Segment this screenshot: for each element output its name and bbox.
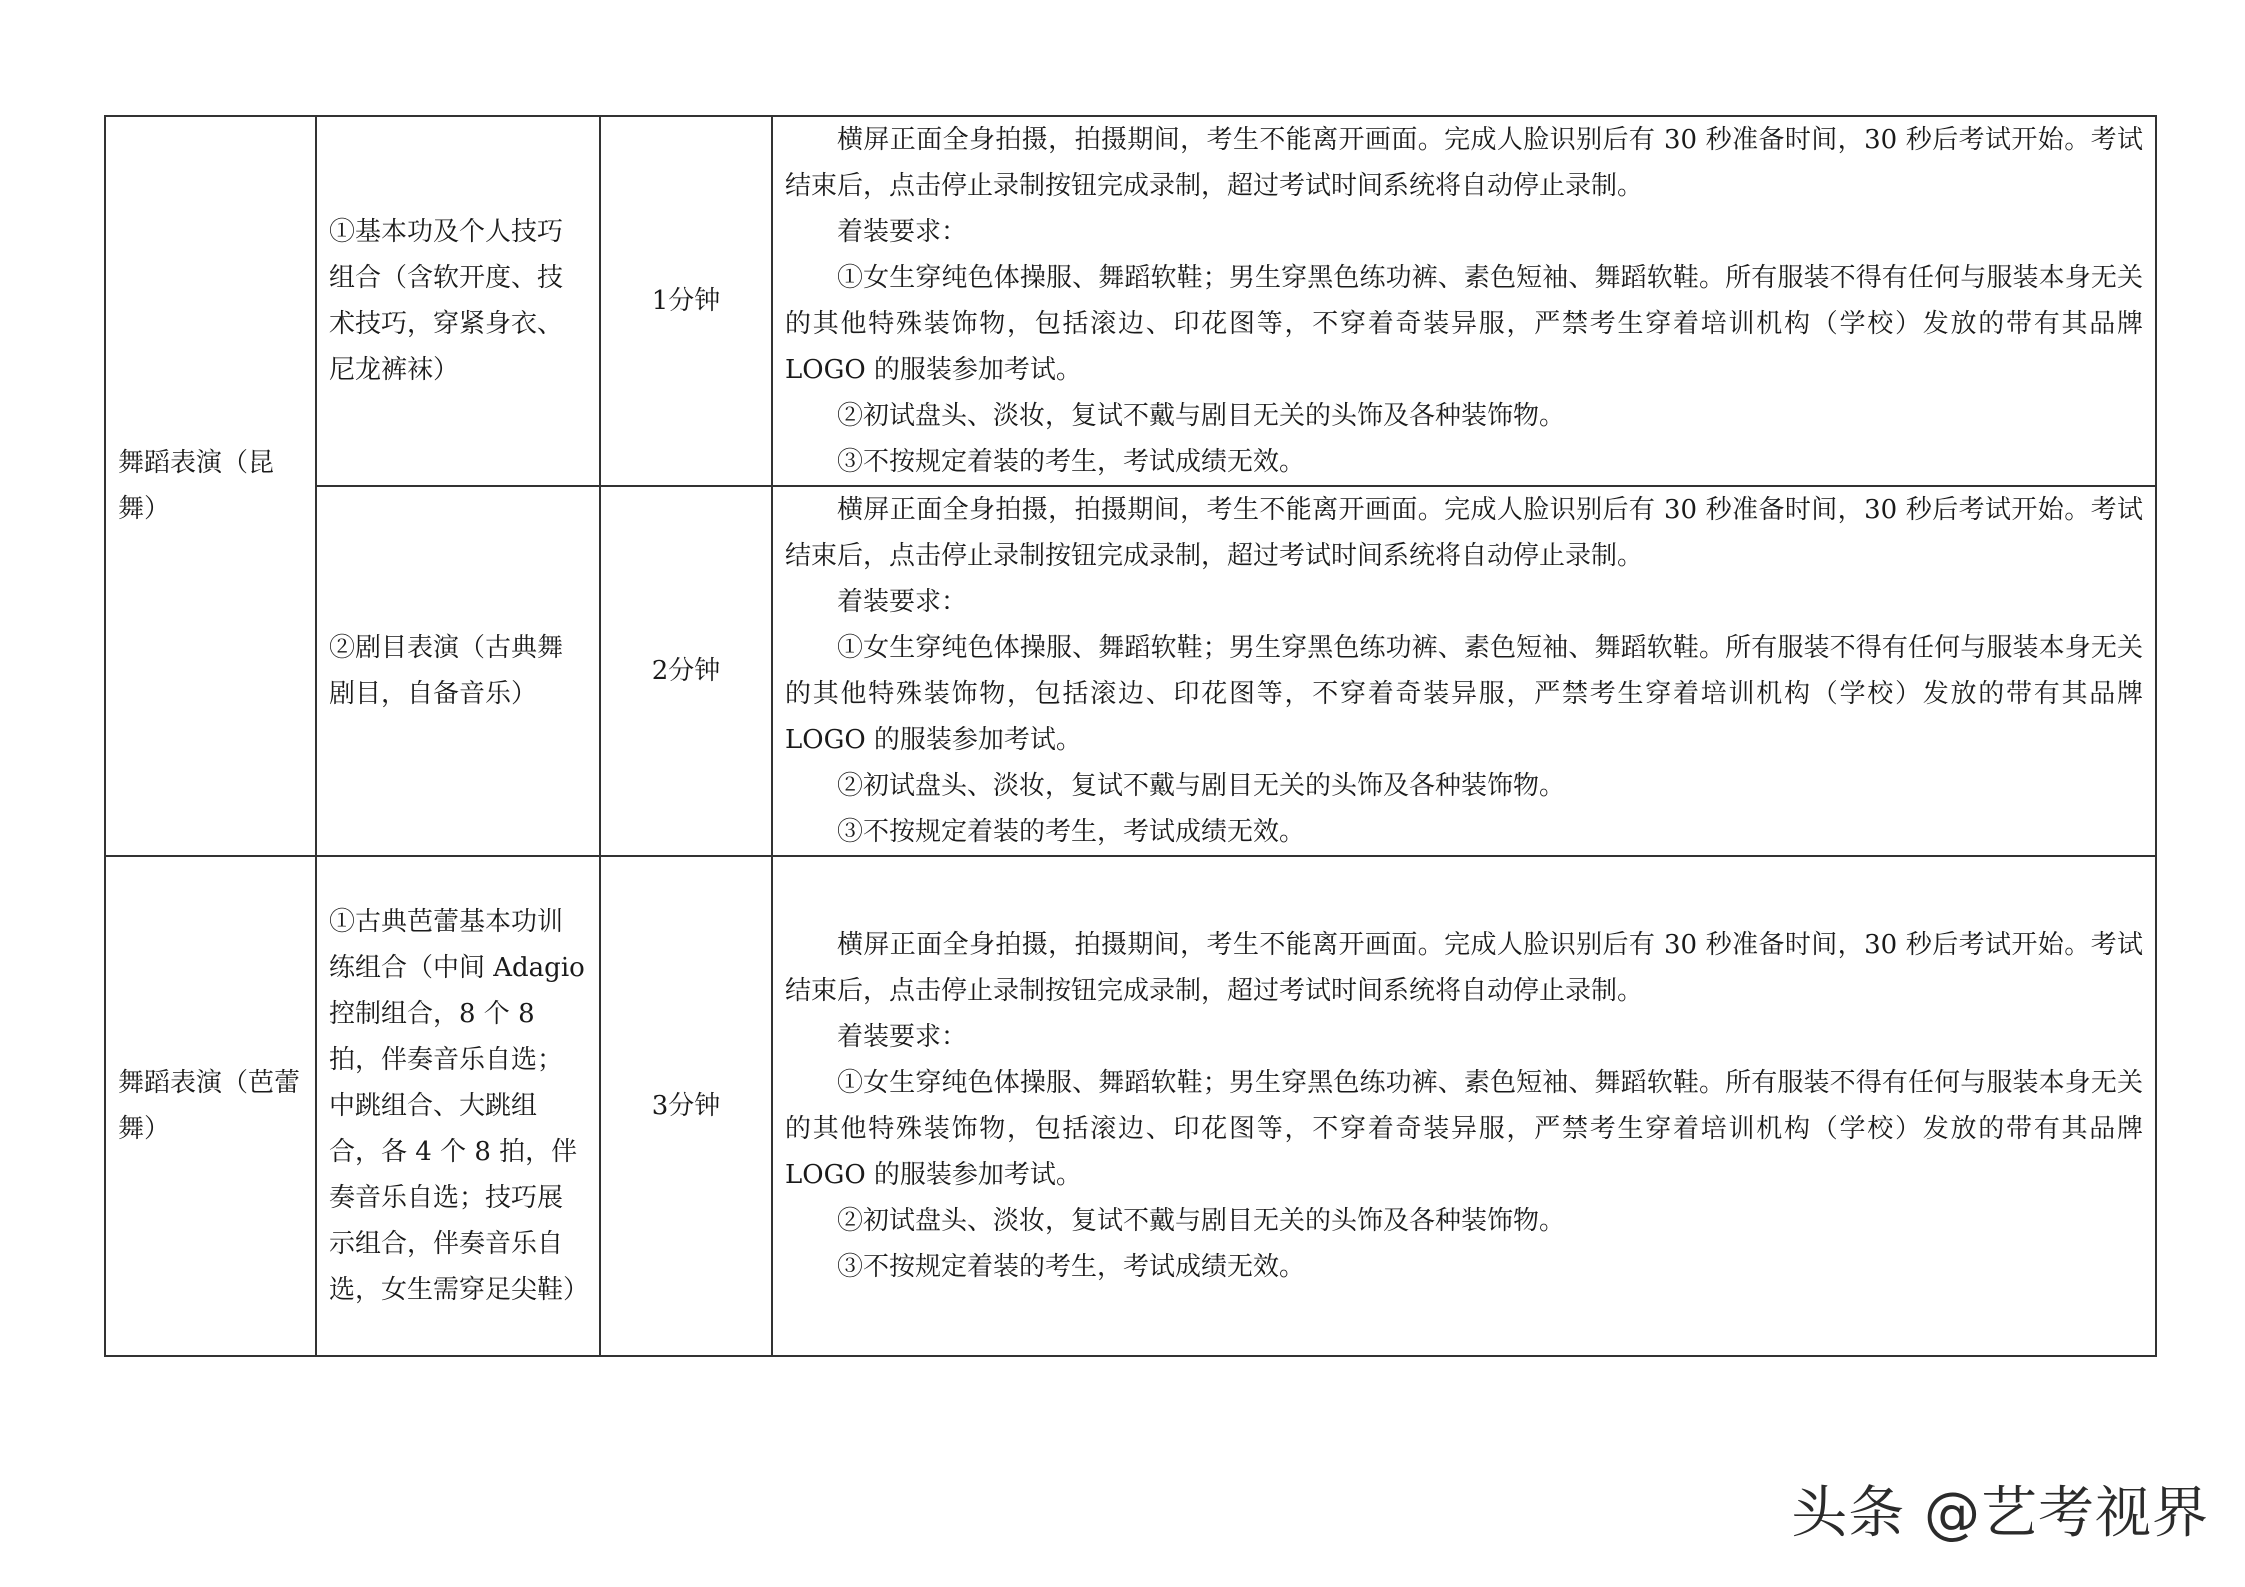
- table-row: [105, 486, 2156, 856]
- requirement-paragraph: 着装要求：: [837, 587, 968, 617]
- requirement-paragraph: ③不按规定着装的考生，考试成绩无效。: [837, 1252, 1306, 1282]
- requirement-paragraph: 着装要求：: [837, 217, 968, 247]
- duration-cell: 2分钟: [600, 486, 772, 856]
- table-row: [105, 116, 2156, 486]
- requirement-paragraph: 着装要求：: [837, 1022, 968, 1052]
- requirement-paragraph: ①女生穿纯色体操服、舞蹈软鞋；男生穿黑色练功裤、素色短袖、舞蹈软鞋。所有服装不得有任何与服装本身无关的其他特殊装饰物，包括滚边、印花图等，不穿着奇装异服，严禁考生穿着培训机构（学校）发放的带有其品牌 LOGO 的服装参加考试。: [785, 263, 2143, 385]
- duration-cell: 3分钟: [600, 856, 772, 1356]
- requirement-paragraph: ①女生穿纯色体操服、舞蹈软鞋；男生穿黑色练功裤、素色短袖、舞蹈软鞋。所有服装不得有任何与服装本身无关的其他特殊装饰物，包括滚边、印花图等，不穿着奇装异服，严禁考生穿着培训机构（学校）发放的带有其品牌 LOGO 的服装参加考试。: [785, 1068, 2143, 1190]
- table-row: [105, 856, 2156, 1356]
- exam-requirements-table: [104, 115, 2157, 1357]
- duration-cell: 1分钟: [600, 116, 772, 486]
- category-cell: 舞蹈表演（芭蕾舞）: [105, 856, 316, 1356]
- requirements-cell: [772, 486, 2156, 856]
- requirement-paragraph: 横屏正面全身拍摄，拍摄期间，考生不能离开画面。完成人脸识别后有 30 秒准备时间，30 秒后考试开始。考试结束后，点击停止录制按钮完成录制，超过考试时间系统将自动停止录制。: [785, 495, 2143, 571]
- requirement-paragraph: ③不按规定着装的考生，考试成绩无效。: [837, 817, 1306, 847]
- item-cell: ①基本功及个人技巧组合（含软开度、技术技巧，穿紧身衣、尼龙裤袜）: [316, 116, 600, 486]
- requirement-paragraph: ②初试盘头、淡妆，复试不戴与剧目无关的头饰及各种装饰物。: [837, 1206, 1566, 1236]
- requirement-paragraph: 横屏正面全身拍摄，拍摄期间，考生不能离开画面。完成人脸识别后有 30 秒准备时间，30 秒后考试开始。考试结束后，点击停止录制按钮完成录制，超过考试时间系统将自动停止录制。: [785, 930, 2143, 1006]
- requirement-paragraph: 横屏正面全身拍摄，拍摄期间，考生不能离开画面。完成人脸识别后有 30 秒准备时间，30 秒后考试开始。考试结束后，点击停止录制按钮完成录制，超过考试时间系统将自动停止录制。: [785, 125, 2143, 201]
- item-cell: ①古典芭蕾基本功训练组合（中间 Adagio 控制组合，8 个 8 拍，伴奏音乐自选；中跳组合、大跳组合，各 4 个 8 拍，伴奏音乐自选；技巧展示组合，伴奏音乐自选，女生需穿足尖鞋）: [316, 856, 600, 1356]
- watermark: 头条 @艺考视界: [1791, 1481, 2209, 1546]
- item-cell: ②剧目表演（古典舞剧目，自备音乐）: [316, 486, 600, 856]
- requirement-paragraph: ②初试盘头、淡妆，复试不戴与剧目无关的头饰及各种装饰物。: [837, 401, 1566, 431]
- requirement-paragraph: ②初试盘头、淡妆，复试不戴与剧目无关的头饰及各种装饰物。: [837, 771, 1566, 801]
- category-cell: 舞蹈表演（昆舞）: [105, 116, 316, 856]
- requirement-paragraph: ①女生穿纯色体操服、舞蹈软鞋；男生穿黑色练功裤、素色短袖、舞蹈软鞋。所有服装不得有任何与服装本身无关的其他特殊装饰物，包括滚边、印花图等，不穿着奇装异服，严禁考生穿着培训机构（学校）发放的带有其品牌 LOGO 的服装参加考试。: [785, 633, 2143, 755]
- requirements-cell: [772, 856, 2156, 1356]
- requirement-paragraph: ③不按规定着装的考生，考试成绩无效。: [837, 447, 1306, 477]
- requirements-cell: [772, 116, 2156, 486]
